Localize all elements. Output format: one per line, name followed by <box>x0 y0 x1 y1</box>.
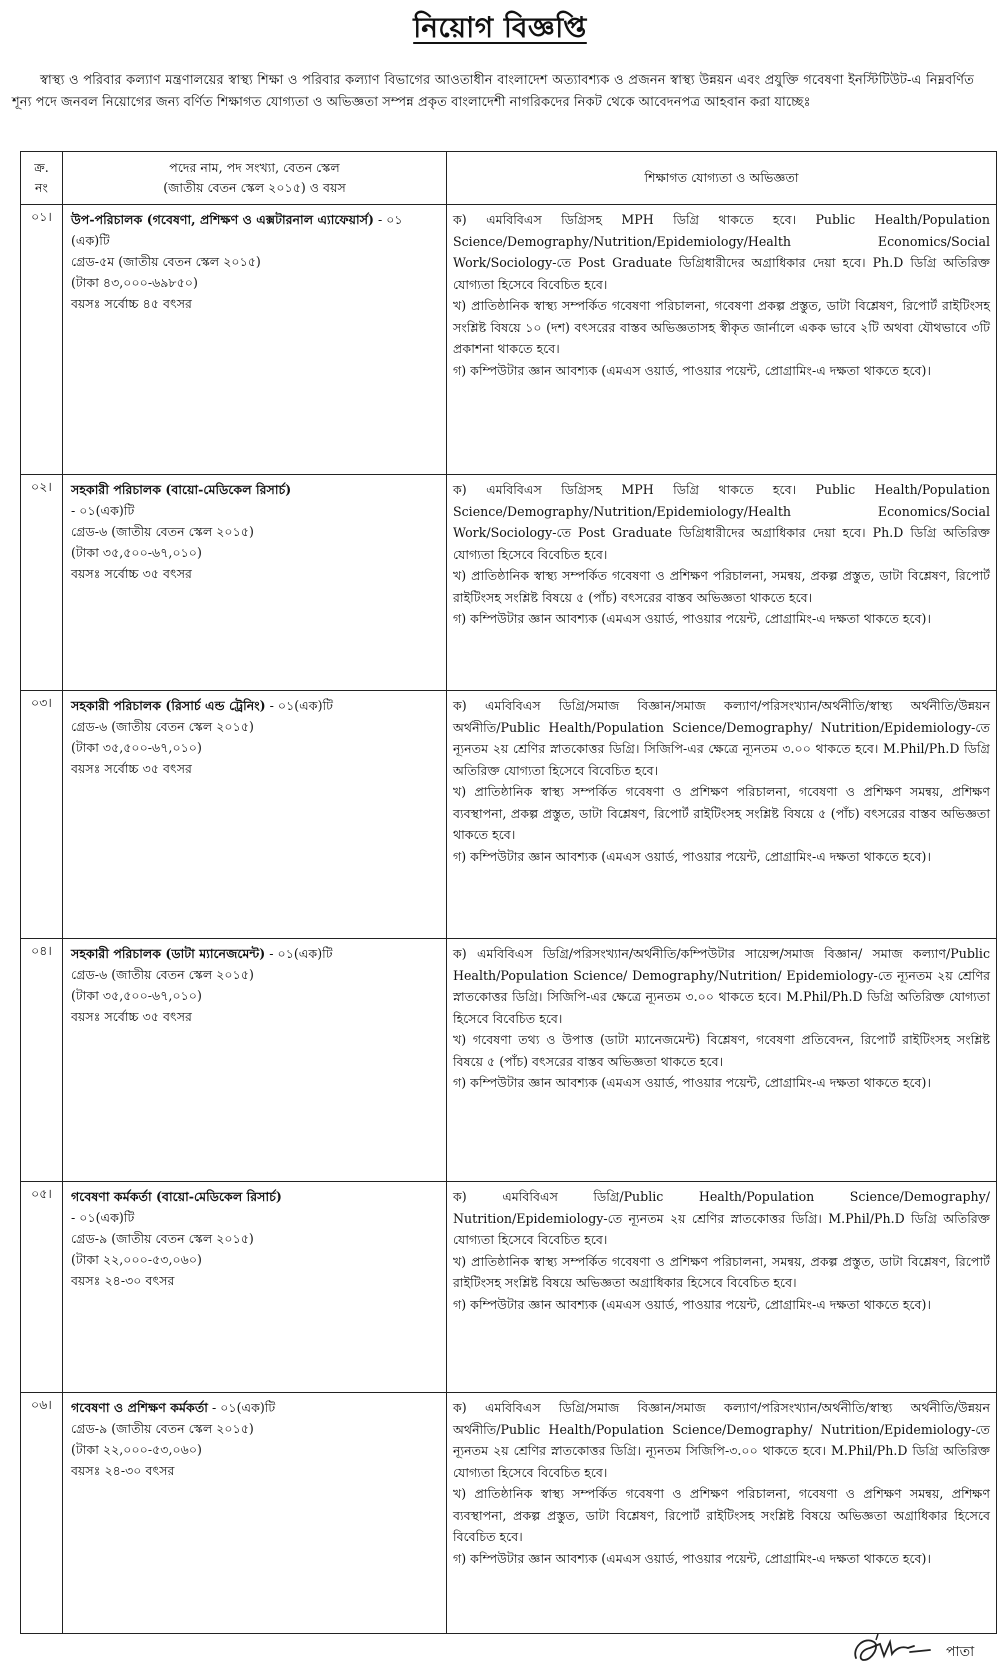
qualification-item: ক) এমবিবিএস ডিগ্রি/সমাজ বিজ্ঞান/সমাজ কল্যাণ/পরিসংখ্যান/অর্থনীতি/স্বাস্থ্য অর্থনীতি/উন্নয়ন অর্থনীতি/Public Health/Population Science/Demography/ Nutrition/Epidemiology-তে ন্যূনতম ২য় শ্রেণির স্নাতকোত্তর ডিগ্রি। সিজিপি-এর ক্ষেত্রে ন্যূনতম ৩.০০ থাকতে হবে। M.Phil/Ph.D ডিগ্রি অতিরিক্ত যোগ্যতা হিসেবে বিবেচিত হবে। <box>453 698 990 778</box>
qualification-item: ক) এমবিবিএস ডিগ্রি/Public Health/Population Science/Demography/ Nutrition/Epidemiology-তে ন্যূনতম ২য় শ্রেণির স্নাতকোত্তর ডিগ্রি। M.Phil/Ph.D ডিগ্রি অতিরিক্ত যোগ্যতা হিসেবে বিবেচিত হবে। <box>453 1189 990 1247</box>
post-pay: (টাকা ২২,০০০-৫৩,০৬০) <box>71 1252 202 1267</box>
post-title: গবেষণা কর্মকর্তা (বায়ো-মেডিকেল রিসার্চ) <box>71 1189 282 1204</box>
post-cell <box>63 475 447 691</box>
qualification-cell <box>447 1182 997 1393</box>
header-qualification: শিক্ষাগত যোগ্যতা ও অভিজ্ঞতা <box>447 152 997 205</box>
qualification-cell <box>447 475 997 691</box>
qualification-cell <box>447 691 997 939</box>
qualification-item: খ) গবেষণা তথ্য ও উপাত্ত (ডাটা ম্যানেজমেন্ট) বিশ্লেষণ, গবেষণা প্রতিবেদন, রিপোর্ট রাইটিংসহ সংশ্লিষ্ট বিষয়ে ৫ (পাঁচ) বৎসরের বাস্তব অভিজ্ঞতা থাকতে হবে। <box>453 1032 990 1069</box>
qualification-item: ক) এমবিবিএস ডিগ্রি/সমাজ বিজ্ঞান/সমাজ কল্যাণ/পরিসংখ্যান/অর্থনীতি/স্বাস্থ্য অর্থনীতি/উন্নয়ন অর্থনীতি/Public Health/Population Science/Demography/ Nutrition/Epidemiology-তে ন্যূনতম ২য় শ্রেণির স্নাতকোত্তর ডিগ্রি। ন্যূনতম সিজিপি-৩.০০ থাকতে হবে। M.Phil/Ph.D ডিগ্রি অতিরিক্ত যোগ্যতা হিসেবে বিবেচিত হবে। <box>453 1400 990 1480</box>
post-age: বয়সঃ সর্বোচ্চ ৩৫ বৎসর <box>71 761 192 776</box>
post-count: - ০১(এক)টি <box>265 946 333 961</box>
table-row <box>21 939 997 1182</box>
qualification-item: গ) কম্পিউটার জ্ঞান আবশ্যক (এমএস ওয়ার্ড, পাওয়ার পয়েন্ট, প্রোগ্রামিং-এ দক্ষতা থাকতে হবে)। <box>453 611 931 626</box>
post-pay: (টাকা ২২,০০০-৫৩,০৬০) <box>71 1442 202 1457</box>
qualification-item: গ) কম্পিউটার জ্ঞান আবশ্যক (এমএস ওয়ার্ড, পাওয়ার পয়েন্ট, প্রোগ্রামিং-এ দক্ষতা থাকতে হবে)। <box>453 848 931 864</box>
post-cell <box>63 1182 447 1393</box>
signature-icon <box>850 1630 940 1668</box>
qualification-item: গ) কম্পিউটার জ্ঞান আবশ্যক (এমএস ওয়ার্ড, পাওয়ার পয়েন্ট, প্রোগ্রামিং-এ দক্ষতা থাকতে হবে)। <box>453 362 931 378</box>
notice-title: নিয়োগ বিজ্ঞপ্তি <box>413 11 587 44</box>
page-label: পাতা <box>946 1644 975 1660</box>
post-age: বয়সঃ ২৪-৩০ বৎসর <box>71 1463 175 1478</box>
qualification-item: খ) প্রাতিষ্ঠানিক স্বাস্থ্য সম্পর্কিত গবেষণা ও প্রশিক্ষণ পরিচালনা, গবেষণা ও প্রশিক্ষণ সমন্বয়, প্রশিক্ষণ ব্যবস্থাপনা, প্রকল্প প্রস্তুত, ডাটা বিশ্লেষণ, রিপোর্ট রাইটিংসহ সংশ্লিষ্ট বিষয়ে ৫ (পাঁচ) বৎসরের বাস্তব অভিজ্ঞতা থাকতে হবে। <box>453 784 990 842</box>
header-post-line1: পদের নাম, পদ সংখ্যা, বেতন স্কেল <box>169 160 340 175</box>
notice-intro: স্বাস্থ্য ও পরিবার কল্যাণ মন্ত্রণালয়ের স্বাস্থ্য শিক্ষা ও পরিবার কল্যাণ বিভাগের আওতাধীন বাংলাদেশ অত্যাবশ্যক ও প্রজনন স্বাস্থ্য উন্নয়ন এবং প্রযুক্তি গবেষণা ইনস্টিটিউট-এ নিম্নবর্ণিত শূন্য পদে জনবল নিয়োগের জন্য বর্ণিত শিক্ষাগত যোগ্যতা ও অভিজ্ঞতা সম্পন্ন প্রকৃত বাংলাদেশী নাগরিকদের নিকট থেকে আবেদনপত্র আহবান করা যাচ্ছেঃ <box>12 73 974 110</box>
post-cell <box>63 939 447 1182</box>
post-count: - ০১(এক)টি <box>265 698 333 713</box>
post-grade: গ্রেড-৯ (জাতীয় বেতন স্কেল ২০১৫) <box>71 1421 254 1436</box>
post-pay: (টাকা ৩৫,৫০০-৬৭,০১০) <box>71 988 202 1003</box>
vacancy-table <box>20 151 997 1634</box>
post-title: গবেষণা ও প্রশিক্ষণ কর্মকর্তা <box>71 1400 208 1415</box>
qualification-item: গ) কম্পিউটার জ্ঞান আবশ্যক (এমএস ওয়ার্ড, পাওয়ার পয়েন্ট, প্রোগ্রামিং-এ দক্ষতা থাকতে হবে)। <box>453 1296 931 1312</box>
post-title: সহকারী পরিচালক (রিসার্চ এন্ড ট্রেনিং) <box>71 698 266 713</box>
qualification-item: ক) এমবিবিএস ডিগ্রিসহ MPH ডিগ্রি থাকতে হবে। Public Health/Population Science/Demography/Nutrition/Epidemiology/Health Economics/Social Work/Sociology-তে Post Graduate ডিগ্রিধারীদের অগ্রাধিকার দেয়া হবে। Ph.D ডিগ্রি অতিরিক্ত যোগ্যতা হিসেবে বিবেচিত হবে। <box>453 212 990 292</box>
header-serial: ক্র. নং <box>21 152 63 205</box>
qualification-cell <box>447 1393 997 1634</box>
post-cell <box>63 1393 447 1634</box>
post-age: বয়সঃ সর্বোচ্চ ৩৫ বৎসর <box>71 566 192 581</box>
post-cell <box>63 205 447 475</box>
table-row <box>21 691 997 939</box>
post-grade: গ্রেড-৬ (জাতীয় বেতন স্কেল ২০১৫) <box>71 524 254 539</box>
post-pay: (টাকা ৩৫,৫০০-৬৭,০১০) <box>71 740 202 755</box>
table-row <box>21 1182 997 1393</box>
qualification-item: ক) এমবিবিএস ডিগ্রি/পরিসংখ্যান/অর্থনীতি/কম্পিউটার সায়েন্স/সমাজ বিজ্ঞান/ সমাজ কল্যাণ/Public Health/Population Science/ Demography/Nutrition/ Epidemiology-তে ন্যূনতম ২য় শ্রেণির স্নাতকোত্তর ডিগ্রি। সিজিপি-এর ক্ষেত্রে ন্যূনতম ৩.০০ থাকতে হবে। M.Phil/Ph.D ডিগ্রি অতিরিক্ত যোগ্যতা হিসেবে বিবেচিত হবে। <box>453 946 990 1026</box>
post-age: বয়সঃ সর্বোচ্চ ৪৫ বৎসর <box>71 296 192 311</box>
table-header-row <box>21 152 997 205</box>
post-age: বয়সঃ ২৪-৩০ বৎসর <box>71 1273 175 1288</box>
post-cell <box>63 691 447 939</box>
qualification-item: খ) প্রাতিষ্ঠানিক স্বাস্থ্য সম্পর্কিত গবেষণা ও প্রশিক্ষণ পরিচালনা, গবেষণা ও প্রশিক্ষণ সমন্বয়, প্রশিক্ষণ ব্যবস্থাপনা, প্রকল্প প্রস্তুত, ডাটা বিশ্লেষণ, রিপোর্ট রাইটিংসহ সংশ্লিষ্ট বিষয়ে অভিজ্ঞতা অগ্রাধিকার হিসেবে বিবেচিত হবে। <box>453 1486 990 1544</box>
post-title: উপ-পরিচালক (গবেষণা, প্রশিক্ষণ ও এক্সটারনাল এ্যাফেয়ার্স) <box>71 212 374 227</box>
header-post <box>63 152 447 205</box>
qualification-item: খ) প্রাতিষ্ঠানিক স্বাস্থ্য সম্পর্কিত গবেষণা ও প্রশিক্ষণ পরিচালনা, সমন্বয়, প্রকল্প প্রস্তুত, ডাটা বিশ্লেষণ, রিপোর্ট রাইটিংসহ সংশ্লিষ্ট বিষয়ে ৫ (পাঁচ) বৎসরের বাস্তব অভিজ্ঞতা থাকতে হবে। <box>453 568 990 605</box>
post-grade: গ্রেড-৬ (জাতীয় বেতন স্কেল ২০১৫) <box>71 719 254 734</box>
row-serial: ০২। <box>21 475 63 691</box>
qualification-item: গ) কম্পিউটার জ্ঞান আবশ্যক (এমএস ওয়ার্ড, পাওয়ার পয়েন্ট, প্রোগ্রামিং-এ দক্ষতা থাকতে হবে)। <box>453 1075 931 1090</box>
table-row <box>21 205 997 475</box>
qualification-item: খ) প্রাতিষ্ঠানিক স্বাস্থ্য সম্পর্কিত গবেষণা পরিচালনা, গবেষণা প্রকল্প প্রস্তুত, ডাটা বিশ্লেষণ, রিপোর্ট রাইটিংসহ সংশ্লিষ্ট বিষয়ে ১০ (দশ) বৎসরের বাস্তব অভিজ্ঞতাসহ স্বীকৃত জার্নালে একক ভাবে ২টি অথবা যৌথভাবে ৩টি প্রকাশনা থাকতে হবে। <box>453 298 990 356</box>
post-title: সহকারী পরিচালক (বায়ো-মেডিকেল রিসার্চ) <box>71 482 292 497</box>
qualification-cell <box>447 205 997 475</box>
post-pay: (টাকা ৪৩,০০০-৬৯৮৫০) <box>71 275 198 290</box>
post-age: বয়সঃ সর্বোচ্চ ৩৫ বৎসর <box>71 1009 192 1024</box>
row-serial: ০৫। <box>21 1182 63 1393</box>
post-pay: (টাকা ৩৫,৫০০-৬৭,০১০) <box>71 545 202 560</box>
post-grade: গ্রেড-৯ (জাতীয় বেতন স্কেল ২০১৫) <box>71 1231 254 1246</box>
header-post-line2: (জাতীয় বেতন স্কেল ২০১৫) ও বয়স <box>163 180 346 195</box>
row-serial: ০৪। <box>21 939 63 1182</box>
post-count: - ০১(এক)টি <box>71 503 135 518</box>
post-title: সহকারী পরিচালক (ডাটা ম্যানেজমেন্ট) <box>71 946 266 961</box>
post-grade: গ্রেড-৬ (জাতীয় বেতন স্কেল ২০১৫) <box>71 967 254 982</box>
post-count: - ০১(এক)টি <box>71 1210 135 1225</box>
qualification-item: ক) এমবিবিএস ডিগ্রিসহ MPH ডিগ্রি থাকতে হবে। Public Health/Population Science/Demography/Nutrition/Epidemiology/Health Economics/Social Work/Sociology-তে Post Graduate ডিগ্রিধারীদের অগ্রাধিকার দেয়া হবে। Ph.D ডিগ্রি অতিরিক্ত যোগ্যতা হিসেবে বিবেচিত হবে। <box>453 482 990 562</box>
post-grade: গ্রেড-৫ম (জাতীয় বেতন স্কেল ২০১৫) <box>71 254 261 269</box>
qualification-item: খ) প্রাতিষ্ঠানিক স্বাস্থ্য সম্পর্কিত গবেষণা ও প্রশিক্ষণ পরিচালনা, সমন্বয়, প্রকল্প প্রস্তুত, ডাটা বিশ্লেষণ, রিপোর্ট রাইটিংসহ সংশ্লিষ্ট বিষয়ে অভিজ্ঞতা অগ্রাধিকার হিসেবে বিবেচিত হবে। <box>453 1253 990 1290</box>
row-serial: ০৬। <box>21 1393 63 1634</box>
qualification-item: গ) কম্পিউটার জ্ঞান আবশ্যক (এমএস ওয়ার্ড, পাওয়ার পয়েন্ট, প্রোগ্রামিং-এ দক্ষতা থাকতে হবে)। <box>453 1550 931 1566</box>
row-serial: ০১। <box>21 205 63 475</box>
table-row <box>21 1393 997 1634</box>
table-row <box>21 475 997 691</box>
row-serial: ০৩। <box>21 691 63 939</box>
qualification-cell <box>447 939 997 1182</box>
post-count: - ০১ (এক)টি <box>71 212 403 248</box>
post-count: - ০১(এক)টি <box>207 1400 276 1415</box>
